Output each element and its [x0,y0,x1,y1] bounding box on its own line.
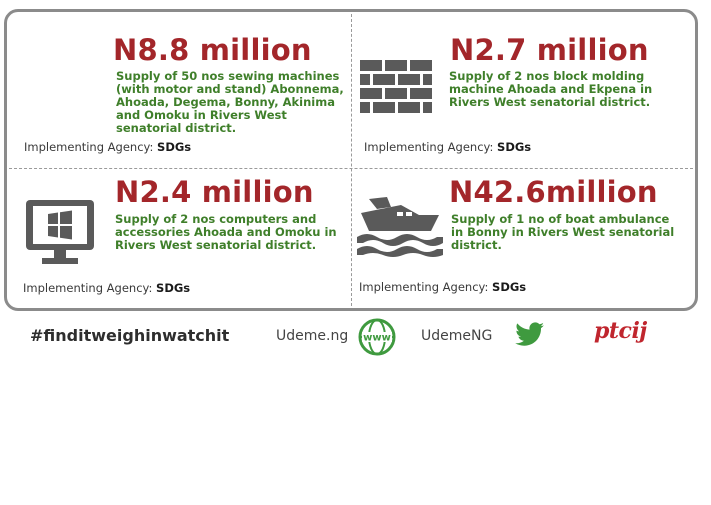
agency-block-molding [364,140,531,154]
agency-computers [23,281,190,295]
amount-boat-ambulance: N42.6million [449,175,658,209]
projects-card [4,9,698,311]
amount-computers: N2.4 million [115,175,314,209]
amount-sewing: N8.8 million [113,33,312,67]
ptcij-logo: ptcij [594,318,647,344]
agency-label: Implementing Agency: [364,140,494,154]
website-link[interactable]: Udeme.ng [276,328,349,344]
computer-monitor-icon [24,198,96,268]
boat-icon [357,193,443,257]
agency-sewing [24,140,191,154]
description-sewing: Supply of 50 nos sewing machines (with motor and stand) Abonnema, Ahoada, Degema, Bonny, Akinima and Omoku in Rivers West senatorial district. [116,69,344,135]
globe-icon [358,318,396,356]
agency-value: SDGs [156,281,191,295]
agency-boat-ambulance [359,280,526,294]
description-boat-ambulance: Supply of 1 no of boat ambulance in Bonny in Rivers West senatorial district. [451,212,675,252]
agency-value: SDGs [497,140,532,154]
description-computers: Supply of 2 nos computers and accessories Ahoada and Omoku in Rivers West senatorial district. [115,212,337,252]
agency-label: Implementing Agency: [24,140,154,154]
www-label: www [363,332,391,344]
vertical-divider [351,14,352,306]
twitter-icon[interactable] [515,322,545,348]
agency-value: SDGs [492,280,527,294]
agency-value: SDGs [157,140,192,154]
agency-label: Implementing Agency: [359,280,489,294]
brick-wall-icon [360,60,436,114]
description-block-molding: Supply of 2 nos block molding machine Ahoada and Ekpena in Rivers West senatorial district. [449,69,653,109]
amount-block-molding: N2.7 million [450,33,649,67]
twitter-handle[interactable]: UdemeNG [421,328,493,344]
hashtag: #finditweighinwatchit [30,326,230,345]
horizontal-divider [9,168,693,169]
agency-label: Implementing Agency: [23,281,153,295]
